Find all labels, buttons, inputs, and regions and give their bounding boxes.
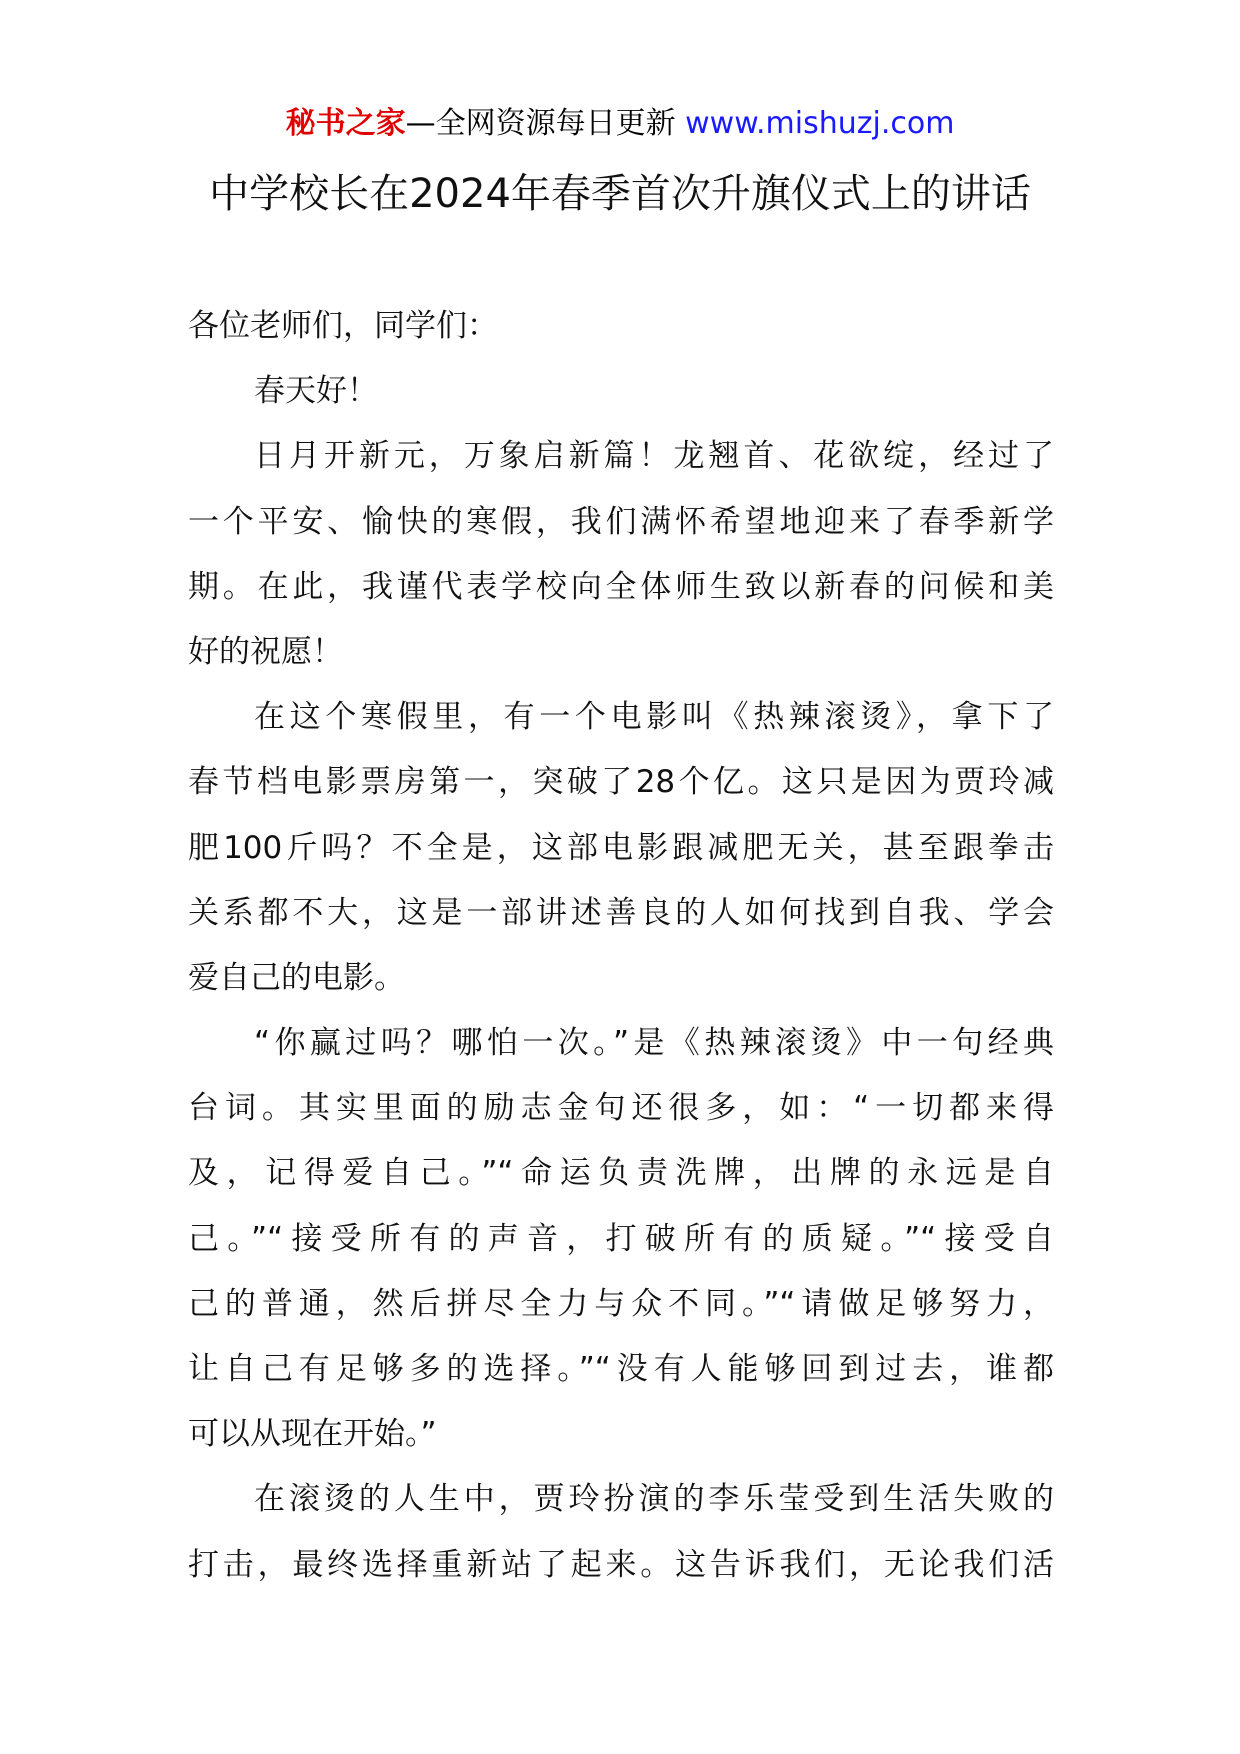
paragraph-line: 日月开新元，万象启新篇！龙翘首、花欲绽，经过了 [254, 438, 1054, 475]
paragraph-line: 打击，最终选择重新站了起来。这告诉我们，无论我们活 [188, 1546, 1054, 1583]
paragraph-line: 在滚烫的人生中，贾玲扮演的李乐莹受到生活失败的 [254, 1481, 1054, 1518]
paragraph-line: 期。在此，我谨代表学校向全体师生致以新春的问候和美 [188, 568, 1054, 605]
greeting-line: 春天好！ [254, 373, 378, 410]
speech-body [188, 294, 1054, 1598]
brand-slogan: —全网资源每日更新 [405, 106, 676, 141]
paragraph-line: 关系都不大，这是一部讲述善良的人如何找到自我、学会 [188, 894, 1054, 931]
brand-name: 秘书之家 [285, 106, 406, 141]
paragraph-line: 及，记得爱自己。”“命运负责洗牌，出牌的永远是自 [188, 1155, 1054, 1192]
document-title: 中学校长在2024年春季首次升旗仪式上的讲话 [209, 171, 1031, 217]
paragraph-line: 己的普通，然后拼尽全力与众不同。”“请做足够努力， [188, 1285, 1054, 1322]
paragraph-line: 肥100斤吗？不全是，这部电影跟减肥无关，甚至跟拳击 [188, 829, 1054, 866]
site-header [0, 100, 1240, 148]
paragraph-line: “你赢过吗？哪怕一次。”是《热辣滚烫》中一句经典 [254, 1025, 1054, 1062]
paragraph-line: 台词。其实里面的励志金句还很多，如：“一切都来得 [188, 1090, 1054, 1127]
paragraph-line: 好的祝愿！ [188, 633, 343, 670]
paragraph-line: 春节档电影票房第一，突破了28个亿。这只是因为贾玲减 [188, 764, 1054, 801]
paragraph-line: 己。”“接受所有的声音，打破所有的质疑。”“接受自 [188, 1220, 1054, 1257]
paragraph-line: 让自己有足够多的选择。”“没有人能够回到过去，谁都 [188, 1351, 1054, 1387]
paragraph-line: 可以从现在开始。” [188, 1416, 437, 1453]
paragraph-line: 一个平安、愉快的寒假，我们满怀希望地迎来了春季新学 [188, 503, 1054, 540]
paragraph-line: 在这个寒假里，有一个电影叫《热辣滚烫》，拿下了 [254, 699, 1054, 736]
site-url-link[interactable]: www.mishuzj.com [685, 106, 955, 141]
paragraph-line: 爱自己的电影。 [188, 959, 405, 996]
salutation-line: 各位老师们，同学们： [188, 308, 498, 344]
